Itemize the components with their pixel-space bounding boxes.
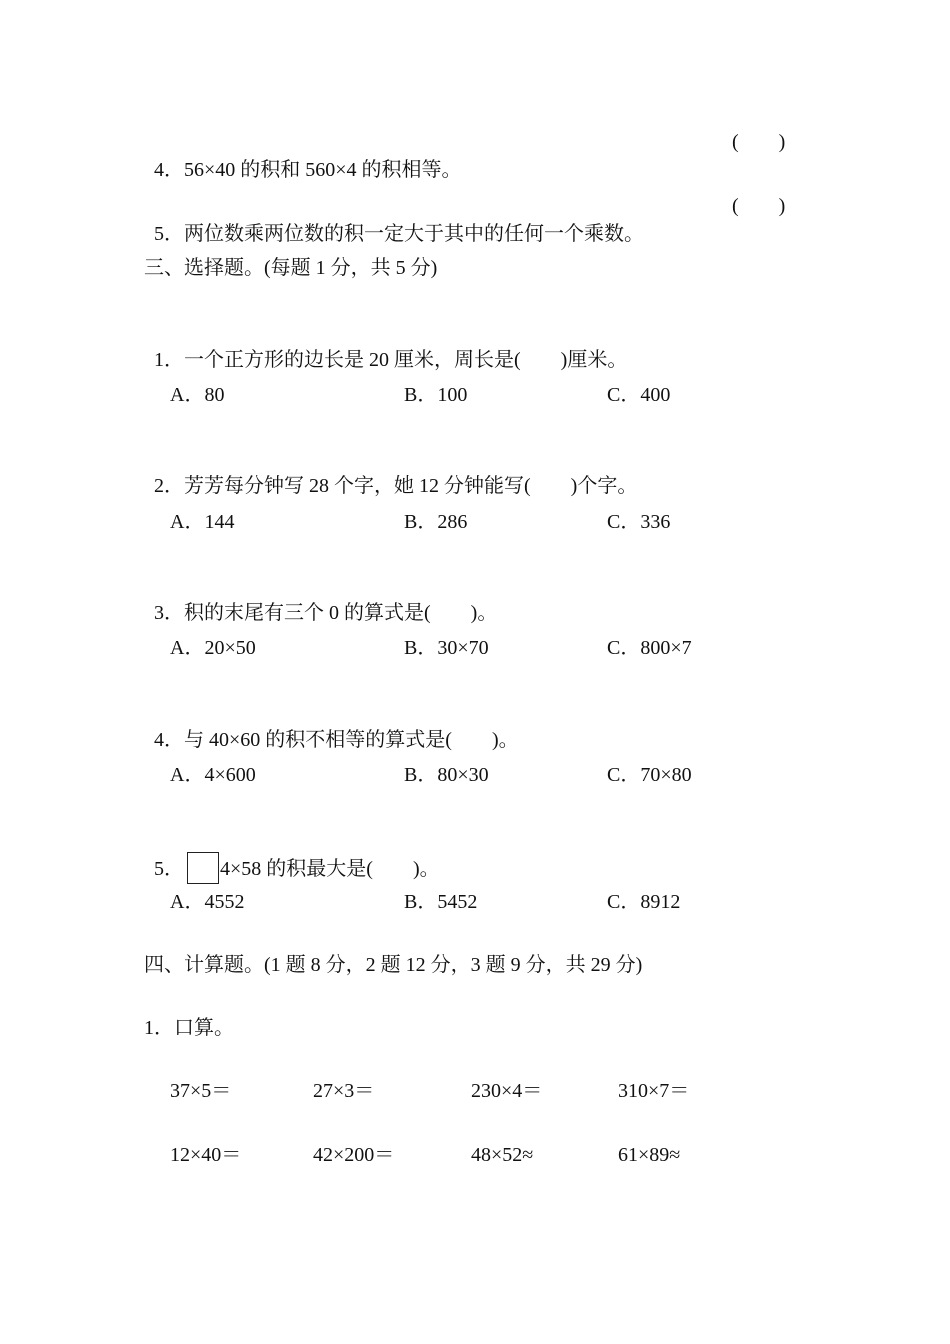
choice-q3 (144, 571, 497, 627)
calc-section-heading: 四、计算题。(1 题 8 分，2 题 12 分，3 题 9 分，共 29 分) (144, 954, 643, 976)
calc-item: 27×3＝ (313, 1080, 375, 1102)
choice-q3-option-a[interactable]: A．20×50 (170, 637, 256, 659)
choice-q5-text: 4×58 的积最大是( )。 (220, 858, 440, 880)
choice-q5-option-b[interactable]: B．5452 (404, 891, 478, 913)
choice-q3-text: 积的末尾有三个 0 的算式是( )。 (184, 602, 498, 624)
choice-q4-option-c[interactable]: C．70×80 (607, 764, 692, 786)
calc-item: 42×200＝ (313, 1144, 395, 1166)
judge-q4-text: 56×40 的积和 560×4 的积相等。 (184, 159, 462, 181)
calc-item: 37×5＝ (170, 1080, 232, 1102)
choice-q2-option-a[interactable]: A．144 (170, 511, 235, 533)
judge-q5 (144, 192, 644, 248)
choice-q2 (144, 444, 637, 500)
judge-q5-number: 5． (154, 223, 184, 245)
choice-q4-number: 4． (154, 729, 184, 751)
calc-sub1-heading: 1．口算。 (144, 1017, 234, 1039)
choice-q4-option-a[interactable]: A．4×600 (170, 764, 256, 786)
choice-q3-option-c[interactable]: C．800×7 (607, 637, 692, 659)
choice-section-heading: 三、选择题。(每题 1 分，共 5 分) (144, 257, 438, 279)
choice-q1-number: 1． (154, 349, 184, 371)
choice-q2-text: 芳芳每分钟写 28 个字，她 12 分钟能写( )个字。 (184, 475, 638, 497)
judge-q4-number: 4． (154, 159, 184, 181)
judge-q5-answer-blank[interactable]: ( ) (732, 195, 786, 217)
choice-q2-number: 2． (154, 475, 184, 497)
choice-q5-number: 5． (154, 858, 184, 880)
choice-q5 (144, 824, 440, 884)
choice-q1-text: 一个正方形的边长是 20 厘米，周长是( )厘米。 (184, 349, 628, 371)
choice-q4 (144, 698, 519, 754)
calc-item: 310×7＝ (618, 1080, 690, 1102)
calc-item: 61×89≈ (618, 1144, 681, 1166)
choice-q4-option-b[interactable]: B．80×30 (404, 764, 489, 786)
choice-q5-option-c[interactable]: C．8912 (607, 891, 681, 913)
choice-q3-number: 3． (154, 602, 184, 624)
choice-q2-option-c[interactable]: C．336 (607, 511, 671, 533)
choice-q1-option-c[interactable]: C．400 (607, 384, 671, 406)
choice-q1-option-b[interactable]: B．100 (404, 384, 468, 406)
choice-q1-option-a[interactable]: A．80 (170, 384, 225, 406)
calc-item: 48×52≈ (471, 1144, 534, 1166)
choice-q3-option-b[interactable]: B．30×70 (404, 637, 489, 659)
calc-item: 12×40＝ (170, 1144, 242, 1166)
judge-q4 (144, 128, 462, 184)
choice-q1 (144, 318, 627, 374)
judge-q5-text: 两位数乘两位数的积一定大于其中的任何一个乘数。 (184, 223, 644, 245)
choice-q5-option-a[interactable]: A．4552 (170, 891, 245, 913)
blank-square-box[interactable] (187, 852, 219, 884)
calc-item: 230×4＝ (471, 1080, 543, 1102)
choice-q4-text: 与 40×60 的积不相等的算式是( )。 (184, 729, 519, 751)
judge-q4-answer-blank[interactable]: ( ) (732, 131, 786, 153)
choice-q2-option-b[interactable]: B．286 (404, 511, 468, 533)
